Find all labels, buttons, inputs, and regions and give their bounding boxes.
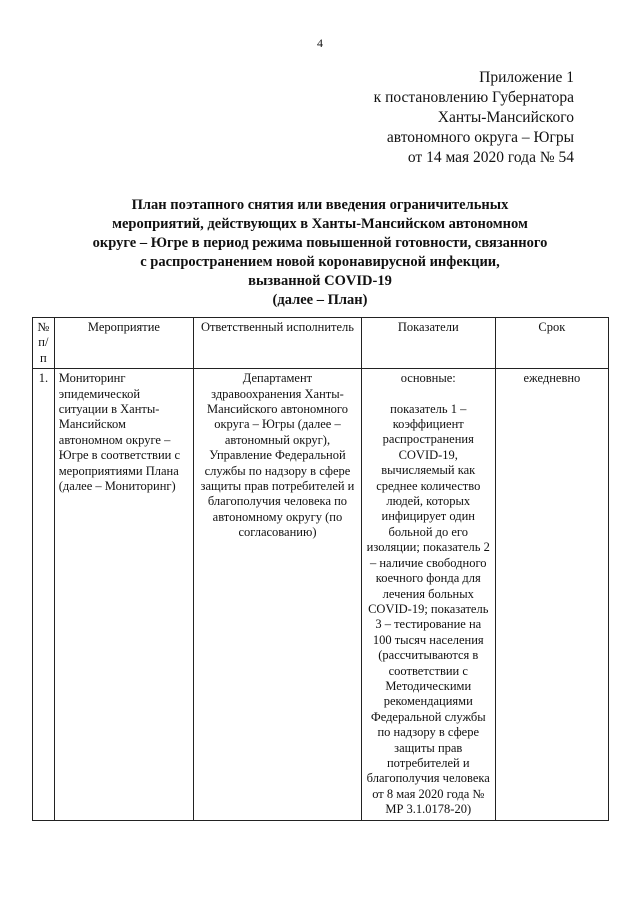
header-activity: Мероприятие [54, 318, 193, 369]
appendix-line: от 14 мая 2020 года № 54 [407, 149, 574, 166]
appendix-line: к постановлению Губернатора [373, 89, 574, 106]
header-responsible: Ответственный исполнитель [194, 318, 362, 369]
document-title [80, 196, 560, 310]
header-term: Срок [495, 318, 608, 369]
title-line: с распространением новой коронавирусной инфекции, [140, 254, 500, 270]
header-indicators: Показатели [361, 318, 495, 369]
appendix-line: автономного округа – Югры [386, 129, 574, 146]
cell-activity: Мониторинг эпидемической ситуации в Ханты-Мансийском автономном округе – Югре в соответствии с мероприятиями Плана (далее – Мониторинг) [54, 369, 193, 820]
cell-num: 1. [33, 369, 55, 820]
indicators-text: показатель 1 – коэффициент распространения COVID-19, вычисляемый как среднее количество людей, которых инфицирует один больной до его изоляции; показатель 2 – наличие свободного коечного фонда для лечения больных COVID-19; показатель 3 – тестирование на 100 тысяч населения (рассчитываются в соответствии с Методическими рекомендациями Федеральной службы по надзору в сфере защиты прав потребителей и благополучия человека от 8 мая 2020 года № МР 3.1.0178-20) [366, 401, 490, 817]
appendix-line: Ханты-Мансийского [437, 109, 574, 126]
indicators-heading: основные: [400, 371, 456, 386]
table-row [33, 369, 609, 820]
indicators-spacer [366, 387, 491, 402]
title-line: вызванной COVID-19 [248, 273, 392, 289]
title-line: План поэтапного снятия или введения ограничительных [131, 197, 509, 213]
cell-indicators [361, 369, 495, 820]
cell-term: ежедневно [495, 369, 608, 820]
appendix-line: Приложение 1 [479, 69, 574, 86]
header-num: № п/п [33, 318, 55, 369]
title-line: (далее – План) [272, 292, 368, 308]
appendix-header [374, 68, 574, 168]
table-header-row [33, 318, 609, 369]
plan-table [32, 317, 609, 821]
cell-responsible: Департамент здравоохранения Ханты-Мансийского автономного округа – Югры (далее – автономный округ), Управление Федеральной службы по надзору в сфере защиты прав потребителей и благополучия человека по автономному округу (по согласованию) [194, 369, 362, 820]
title-line: округе – Югре в период режима повышенной готовности, связанного [92, 235, 548, 251]
title-line: мероприятий, действующих в Ханты-Мансийском автономном [112, 216, 528, 232]
page-number: 4 [317, 36, 323, 50]
